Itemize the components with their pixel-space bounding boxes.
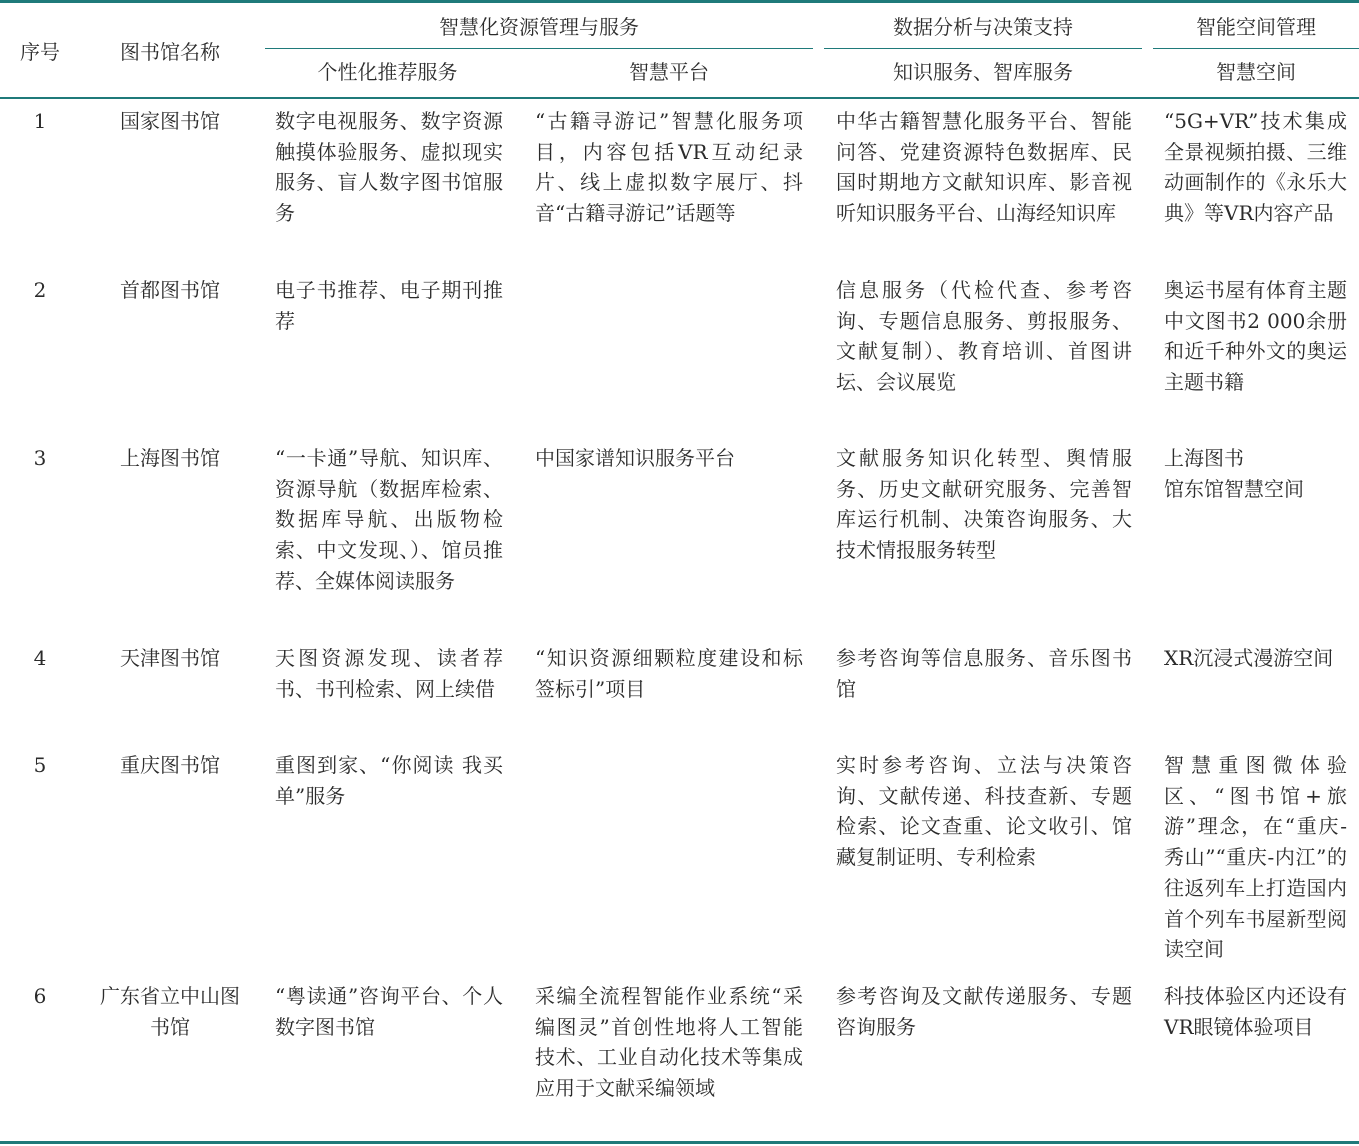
- row-1-space: “5G+VR”技术集成全景视频拍摄、三维动画制作的《永乐大典》等VR内容产品: [1164, 109, 1347, 226]
- table-bottom-rule: [0, 1141, 1359, 1144]
- row-6-index: 6: [33, 984, 47, 1008]
- row-2-name: 首都图书馆: [120, 278, 220, 302]
- header-platform: 智慧平台: [629, 60, 709, 84]
- header-bottom-rule: [0, 97, 1359, 99]
- header-group-space: 智能空间管理: [1196, 15, 1316, 39]
- row-6-name: 广东省立中山图书馆: [100, 984, 240, 1039]
- row-6-platform: 采编全流程智能作业系统“采编图灵”首创性地将人工智能技术、工业自动化技术等集成应用于文献采编领域: [535, 984, 803, 1101]
- row-5-knowledge: 实时参考咨询、立法与决策咨询、文献传递、科技查新、专题检索、论文查重、论文收引、馆藏复制证明、专利检索: [836, 753, 1132, 870]
- row-4-space: XR沉浸式漫游空间: [1164, 646, 1334, 670]
- row-6-knowledge: 参考咨询及文献传递服务、专题咨询服务: [836, 984, 1132, 1039]
- header-space: 智慧空间: [1216, 60, 1296, 84]
- group-underline-resource: [265, 48, 813, 49]
- row-3-space: 上海图书 馆东馆智慧空间: [1164, 446, 1304, 501]
- row-5-name: 重庆图书馆: [120, 753, 220, 777]
- row-4-name: 天津图书馆: [120, 646, 220, 670]
- row-4-personalized: 天图资源发现、读者荐书、书刊检索、网上续借: [275, 646, 503, 701]
- row-5-index: 5: [33, 753, 47, 777]
- row-3-knowledge: 文献服务知识化转型、舆情服务、历史文献研究服务、完善智库运行机制、决策咨询服务、大技术情报服务转型: [836, 446, 1132, 563]
- table-top-rule: [0, 0, 1359, 3]
- header-personalized: 个性化推荐服务: [317, 60, 458, 84]
- row-2-personalized: 电子书推荐、电子期刊推荐: [275, 278, 503, 333]
- row-1-knowledge: 中华古籍智慧化服务平台、智能问答、党建资源特色数据库、民国时期地方文献知识库、影音视听知识服务平台、山海经知识库: [836, 109, 1132, 226]
- row-1-platform: “古籍寻游记”智慧化服务项目，内容包括VR互动纪录片、线上虚拟数字展厅、抖音“古籍寻游记”话题等: [535, 109, 803, 226]
- row-6-personalized: “粤读通”咨询平台、个人数字图书馆: [275, 984, 503, 1039]
- row-3-name: 上海图书馆: [120, 446, 220, 470]
- row-5-space: 智慧重图微体验区、“图书馆+旅游”理念，在“重庆-秀山”“重庆-内江”的往返列车上打造国内首个列车书屋新型阅读空间: [1164, 753, 1347, 962]
- header-library-name: 图书馆名称: [120, 40, 220, 64]
- row-4-knowledge: 参考咨询等信息服务、音乐图书馆: [836, 646, 1132, 701]
- row-5-personalized: 重图到家、“你阅读 我买单”服务: [275, 753, 503, 808]
- row-4-platform: “知识资源细颗粒度建设和标签标引”项目: [535, 646, 803, 701]
- header-group-data: 数据分析与决策支持: [893, 15, 1073, 39]
- row-1-index: 1: [33, 109, 47, 133]
- group-underline-space: [1153, 48, 1359, 49]
- row-4-index: 4: [33, 646, 47, 670]
- group-underline-data: [824, 48, 1142, 49]
- row-6-space: 科技体验区内还设有VR眼镜体验项目: [1164, 984, 1347, 1039]
- row-3-personalized: “一卡通”导航、知识库、资源导航（数据库检索、数据库导航、出版物检索、中文发现、）、馆员推荐、全媒体阅读服务: [275, 446, 503, 593]
- row-2-space: 奥运书屋有体育主题中文图书2 000余册和近千种外文的奥运主题书籍: [1164, 278, 1347, 395]
- row-3-platform: 中国家谱知识服务平台: [535, 446, 735, 470]
- header-knowledge: 知识服务、智库服务: [893, 60, 1073, 84]
- row-2-knowledge: 信息服务（代检代查、参考咨询、专题信息服务、剪报服务、文献复制）、教育培训、首图讲坛、会议展览: [836, 278, 1132, 395]
- row-2-index: 2: [33, 278, 47, 302]
- header-group-resource: 智慧化资源管理与服务: [439, 15, 639, 39]
- header-index: 序号: [20, 40, 60, 64]
- row-1-personalized: 数字电视服务、数字资源触摸体验服务、虚拟现实服务、盲人数字图书馆服务: [275, 109, 503, 226]
- row-1-name: 国家图书馆: [120, 109, 220, 133]
- row-3-index: 3: [33, 446, 47, 470]
